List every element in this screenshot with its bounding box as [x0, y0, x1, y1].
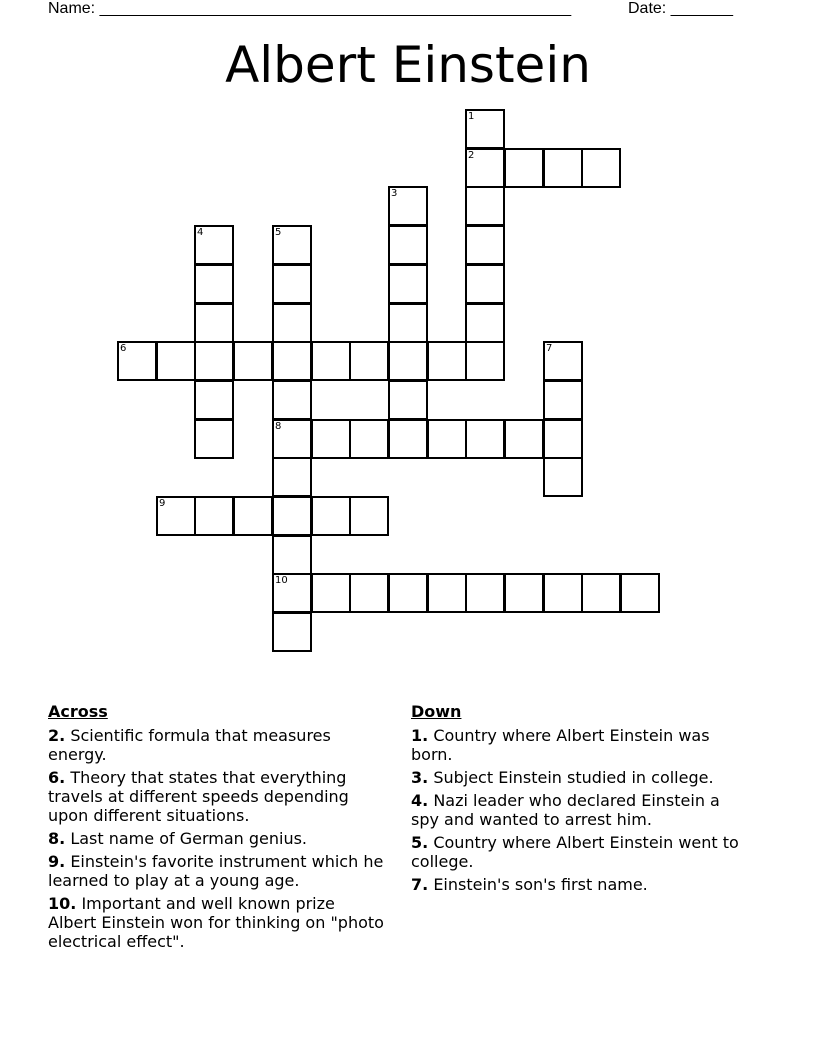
grid-cell[interactable]	[388, 341, 428, 381]
grid-cell[interactable]	[349, 341, 389, 381]
grid-cell[interactable]	[543, 380, 583, 420]
grid-cell[interactable]	[272, 225, 312, 265]
grid-cell[interactable]	[233, 341, 273, 381]
clue-text: Theory that states that everything travels at different speeds depending upon different situations.	[48, 768, 349, 825]
clue-text: Important and well known prize Albert Einstein won for thinking on "photo electrical effect".	[48, 894, 384, 951]
cell-number: 5	[275, 227, 282, 238]
clue-number: 2.	[48, 726, 66, 745]
grid-cell[interactable]	[194, 380, 234, 420]
grid-cell[interactable]	[117, 341, 157, 381]
grid-cell[interactable]	[465, 148, 505, 188]
grid-cell[interactable]	[388, 186, 428, 226]
grid-cell[interactable]	[272, 303, 312, 343]
grid-cell[interactable]	[427, 573, 467, 613]
grid-cell[interactable]	[543, 457, 583, 497]
grid-cell[interactable]	[194, 419, 234, 459]
grid-cell[interactable]	[504, 419, 544, 459]
grid-cell[interactable]	[465, 225, 505, 265]
grid-cell[interactable]	[465, 573, 505, 613]
cell-number: 4	[197, 227, 204, 238]
grid-cell[interactable]	[465, 264, 505, 304]
clue-text: Last name of German genius.	[70, 829, 307, 848]
down-clues	[411, 702, 751, 898]
clue-text: Nazi leader who declared Einstein a spy and wanted to arrest him.	[411, 791, 720, 829]
cell-number: 10	[275, 575, 288, 586]
grid-cell[interactable]	[311, 341, 351, 381]
across-clue	[48, 768, 388, 825]
across-clue	[48, 726, 388, 764]
grid-cell[interactable]	[311, 496, 351, 536]
grid-cell[interactable]	[272, 380, 312, 420]
date-blank[interactable]: _______	[670, 0, 733, 17]
grid-cell[interactable]	[465, 109, 505, 149]
grid-cell[interactable]	[581, 573, 621, 613]
clue-number: 9.	[48, 852, 66, 871]
down-clue	[411, 768, 751, 787]
grid-cell[interactable]	[272, 496, 312, 536]
grid-cell[interactable]	[465, 341, 505, 381]
grid-cell[interactable]	[543, 148, 583, 188]
grid-cell[interactable]	[272, 612, 312, 652]
grid-cell[interactable]	[194, 303, 234, 343]
grid-cell[interactable]	[272, 573, 312, 613]
cell-number: 9	[159, 498, 166, 509]
grid-cell[interactable]	[581, 148, 621, 188]
clue-number: 4.	[411, 791, 429, 810]
grid-cell[interactable]	[272, 341, 312, 381]
grid-cell[interactable]	[388, 573, 428, 613]
clue-text: Einstein's favorite instrument which he learned to play at a young age.	[48, 852, 384, 890]
grid-cell[interactable]	[311, 419, 351, 459]
cell-number: 6	[120, 343, 127, 354]
grid-cell[interactable]	[272, 264, 312, 304]
clue-text: Scientific formula that measures energy.	[48, 726, 331, 764]
grid-cell[interactable]	[465, 303, 505, 343]
grid-cell[interactable]	[272, 457, 312, 497]
cell-number: 1	[468, 111, 475, 122]
down-clue	[411, 726, 751, 764]
cell-number: 7	[546, 343, 553, 354]
grid-cell[interactable]	[194, 264, 234, 304]
grid-cell[interactable]	[311, 573, 351, 613]
grid-cell[interactable]	[272, 419, 312, 459]
cell-number: 3	[391, 188, 398, 199]
grid-cell[interactable]	[388, 419, 428, 459]
grid-cell[interactable]	[349, 419, 389, 459]
down-heading: Down	[411, 702, 462, 721]
grid-cell[interactable]	[156, 341, 196, 381]
grid-cell[interactable]	[427, 341, 467, 381]
grid-cell[interactable]	[543, 419, 583, 459]
grid-cell[interactable]	[194, 341, 234, 381]
clue-number: 10.	[48, 894, 77, 913]
grid-cell[interactable]	[156, 496, 196, 536]
grid-cell[interactable]	[620, 573, 660, 613]
across-heading: Across	[48, 702, 108, 721]
clue-number: 7.	[411, 875, 429, 894]
name-label: Name:	[48, 0, 96, 17]
grid-cell[interactable]	[504, 148, 544, 188]
name-blank[interactable]: _____________________________________________________	[99, 0, 572, 17]
across-clue	[48, 852, 388, 890]
clue-number: 5.	[411, 833, 429, 852]
clue-number: 8.	[48, 829, 66, 848]
grid-cell[interactable]	[427, 419, 467, 459]
across-clue	[48, 894, 388, 951]
grid-cell[interactable]	[272, 535, 312, 575]
clue-text: Einstein's son's first name.	[433, 875, 648, 894]
across-clue	[48, 829, 388, 848]
clue-number: 1.	[411, 726, 429, 745]
down-clue	[411, 875, 751, 894]
date-label: Date:	[628, 0, 667, 17]
clue-text: Country where Albert Einstein went to college.	[411, 833, 739, 871]
clue-text: Subject Einstein studied in college.	[433, 768, 714, 787]
cell-number: 8	[275, 421, 282, 432]
grid-cell[interactable]	[388, 303, 428, 343]
grid-cell[interactable]	[465, 186, 505, 226]
page-title: Albert Einstein	[225, 36, 591, 94]
grid-cell[interactable]	[349, 496, 389, 536]
grid-cell[interactable]	[504, 573, 544, 613]
clue-number: 3.	[411, 768, 429, 787]
grid-cell[interactable]	[543, 573, 583, 613]
across-clues	[48, 702, 388, 955]
cell-number: 2	[468, 150, 475, 161]
clue-number: 6.	[48, 768, 66, 787]
grid-cell[interactable]	[233, 496, 273, 536]
grid-cell[interactable]	[388, 264, 428, 304]
down-clue	[411, 791, 751, 829]
grid-cell[interactable]	[349, 573, 389, 613]
grid-cell[interactable]	[194, 496, 234, 536]
grid-cell[interactable]	[194, 225, 234, 265]
grid-cell[interactable]	[388, 380, 428, 420]
grid-cell[interactable]	[543, 341, 583, 381]
grid-cell[interactable]	[388, 225, 428, 265]
grid-cell[interactable]	[465, 419, 505, 459]
down-clue	[411, 833, 751, 871]
clue-text: Country where Albert Einstein was born.	[411, 726, 710, 764]
